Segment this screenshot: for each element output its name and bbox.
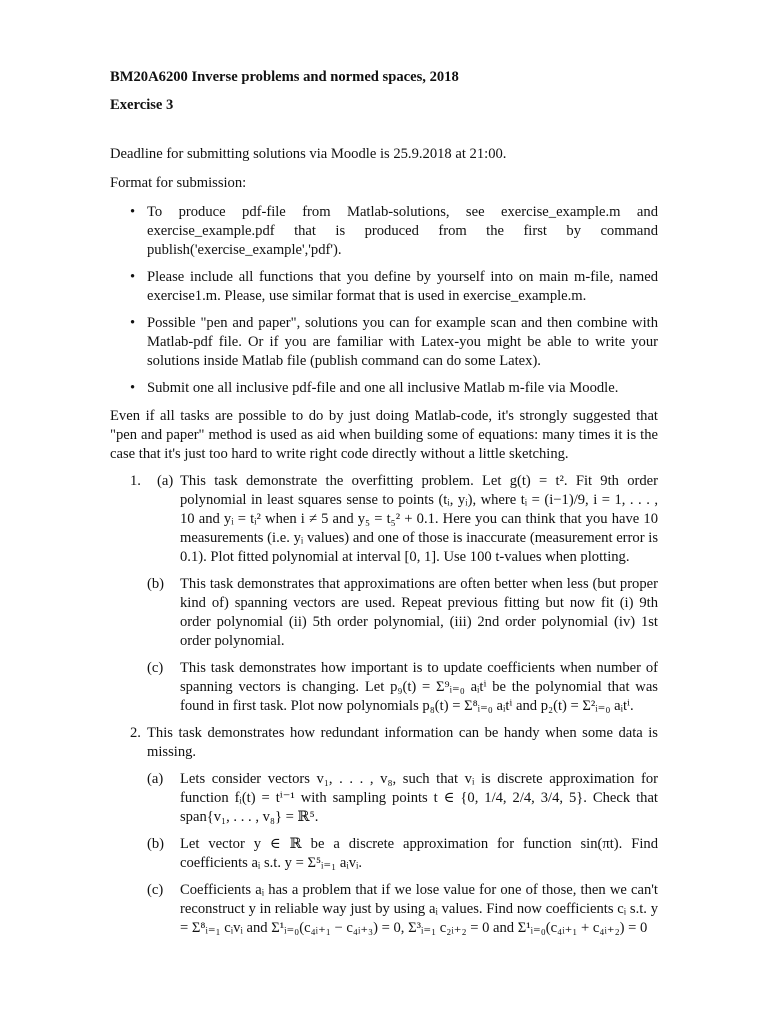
bullet-text: Please include all functions that you define by yourself into on main m-file, named exercise1.m. Please, use similar format that is used in exercise_example.m. — [147, 269, 658, 304]
task-2 — [110, 724, 658, 938]
course-title: BM20A6200 Inverse problems and normed spaces, 2018 — [110, 69, 459, 85]
exercise-title: Exercise 3 — [110, 97, 174, 113]
subtask-text: This task demonstrates that approximations are often better when less (but proper kind of) spanning vectors are used. Repeat previous fitting but now fit (i) 9th order polynomial (ii) 5th order polynomial, (iii) 2nd order polynomial (iv) 1st order polynomial. — [180, 576, 658, 649]
bullet-text: Submit one all inclusive pdf-file and one all inclusive Matlab m-file via Moodle. — [147, 380, 619, 396]
intro-paragraph: Even if all tasks are possible to do by just doing Matlab-code, it's strongly suggested that "pen and paper" method is used as aid when building some of equations: many times it is the case that it's just too hard to write right code directly without a little sketching. — [110, 408, 658, 462]
bullet-text: Possible "pen and paper", solutions you can for example scan and then combine with Matlab-pdf file. Or if you are familiar with Latex-you might be able to write your solutions inside Matlab file (publish command can do some Latex). — [147, 315, 658, 369]
task-2-intro: This task demonstrates how redundant information can be handy when some data is missing. — [147, 725, 658, 760]
bullet-icon: • — [130, 204, 136, 220]
task-2c — [147, 881, 658, 938]
subtask-label: (c) — [147, 660, 164, 676]
subtask-label: (c) — [147, 882, 164, 898]
bullet-icon: • — [130, 315, 136, 331]
bullet-icon: • — [130, 269, 136, 285]
subtask-text: This task demonstrate the overfitting problem. Let g(t) = t². Fit 9th order polynomial in least squares sense to points (tᵢ, yᵢ), where tᵢ = (i−1)/9, i = 1, . . . , 10 and yᵢ = tᵢ² when i ≠ 5 and y₅ = t₅² + 0.1. Here you can think that you have 10 measurements (i.e. yᵢ values) and one of those is inaccurate (measurement error is 0.1). Plot fitted polynomial at interval [0, 1]. Use 100 t-values when plotting. — [180, 473, 658, 565]
subtask-label: (b) — [147, 576, 165, 592]
subtask-label: (a) — [147, 771, 164, 787]
list-item — [110, 268, 658, 306]
list-item — [110, 314, 658, 371]
bullet-icon: • — [130, 380, 136, 396]
bullet-text: To produce pdf-file from Matlab-solutions, see exercise_example.m and exercise_example.pdf that is produced from the first by command publish('exercise_example','pdf'). — [147, 204, 658, 258]
task-2b — [147, 835, 658, 873]
format-heading: Format for submission: — [110, 175, 247, 191]
list-item — [110, 379, 658, 398]
task-1c — [147, 659, 658, 716]
task-number: 1. — [130, 473, 141, 489]
subtask-text: Lets consider vectors v₁, . . . , v₈, such that vᵢ is discrete approximation for function fᵢ(t) = tⁱ⁻¹ with sampling points t ∈ {0, 1/4, 2/4, 3/4, 5}. Check that span{v₁, . . . , v₈} = ℝ⁵. — [180, 771, 658, 825]
subtask-text: This task demonstrates how important is to update coefficients when number of spanning vectors is changing. Let p₉(t) = Σ⁹ᵢ₌₀ aᵢtⁱ be the polynomial that was found in first task. Plot now polynomials p₈(t) = Σ⁸ᵢ₌₀ aᵢtⁱ and p₂(t) = Σ²ᵢ₌₀ aᵢtⁱ. — [180, 660, 658, 714]
task-1a — [147, 472, 658, 567]
task-1b — [147, 575, 658, 651]
subtask-label: (a) — [157, 473, 174, 489]
subtask-label: (b) — [147, 836, 165, 852]
task-number: 2. — [130, 725, 141, 741]
exercise-document — [110, 68, 658, 946]
submission-format-list — [110, 203, 658, 398]
subtask-text: Let vector y ∈ ℝ be a discrete approximation for function sin(πt). Find coefficients aᵢ s.t. y = Σ⁵ᵢ₌₁ aᵢvᵢ. — [180, 836, 658, 871]
deadline-text: Deadline for submitting solutions via Moodle is 25.9.2018 at 21:00. — [110, 146, 507, 162]
subtask-text: Coefficients aᵢ has a problem that if we lose value for one of those, then we can't reconstruct y in reliable way just by using aᵢ values. Find now coefficients cᵢ s.t. y = Σ⁸ᵢ₌₁ cᵢvᵢ and Σ¹ᵢ₌₀(c₄ᵢ₊₁ − c₄ᵢ₊₃) = 0, Σ³ᵢ₌₁ c₂ᵢ₊₂ = 0 and Σ¹ᵢ₌₀(c₄ᵢ₊₁ + c₄ᵢ₊₂) = 0 — [180, 882, 658, 936]
task-1 — [110, 472, 658, 716]
task-2a — [147, 770, 658, 827]
list-item — [110, 203, 658, 260]
